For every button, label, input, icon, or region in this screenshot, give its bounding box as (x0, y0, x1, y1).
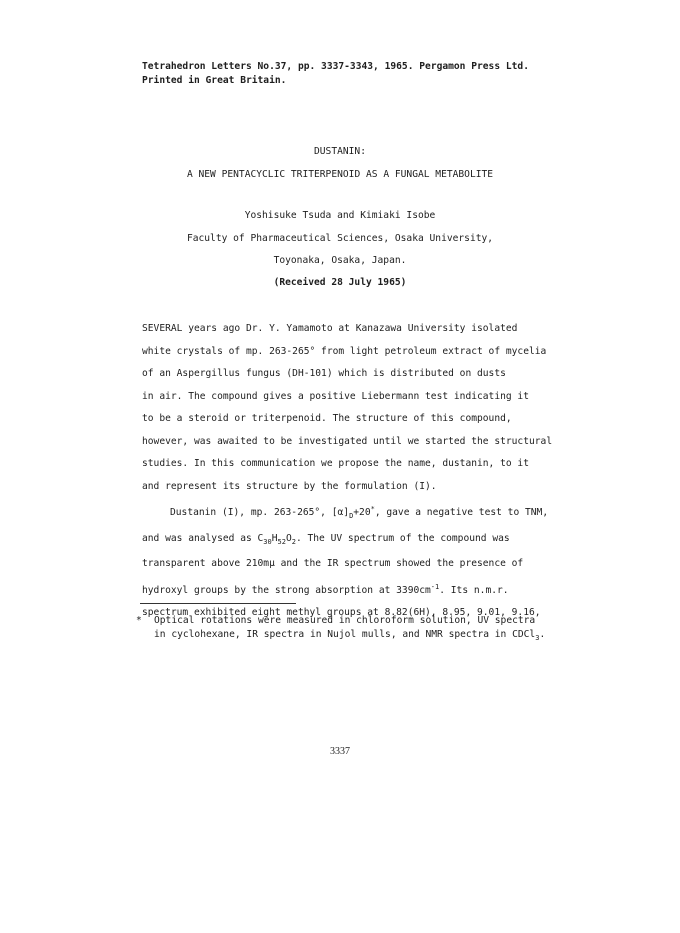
body-line: SEVERAL years ago Dr. Y. Yamamoto at Kanazawa University isolated (142, 323, 518, 334)
page-number: 3337 (330, 746, 350, 757)
footnote-line-2 (136, 628, 566, 645)
text-fragment: and was analysed as C (142, 532, 264, 544)
footnote-marker: * (370, 505, 375, 513)
body-line: of an Aspergillus fungus (DH-101) which is distributed on dusts (142, 368, 506, 379)
paper-subtitle: A NEW PENTACYCLIC TRITERPENOID AS A FUNGAL METABOLITE (186, 169, 494, 180)
subscript: 52 (277, 537, 286, 546)
authors: Yoshisuke Tsuda and Kimiaki Isobe (244, 210, 436, 221)
body-line: in air. The compound gives a positive Liebermann test indicating it (142, 390, 529, 402)
journal-header (142, 60, 529, 88)
text-fragment: . The UV spectrum of the compound was (295, 532, 510, 544)
subscript: D (349, 512, 354, 521)
text-fragment: +20 (353, 507, 371, 519)
subscript: 30 (263, 537, 272, 546)
received-date: (Received 28 July 1965) (273, 277, 407, 288)
body-line (142, 498, 562, 528)
footnote (136, 614, 566, 645)
subscript: 2 (291, 537, 296, 546)
superscript: -1 (430, 582, 440, 591)
text-fragment: hydroxyl groups by the strong absorption at 3390cm (142, 584, 431, 596)
affiliation: Faculty of Pharmaceutical Sciences, Osaka University, (186, 233, 494, 244)
body-line: to be a steroid or triterpenoid. The structure of this compound, (142, 413, 512, 424)
footnote-divider (140, 603, 296, 604)
subscript: 3 (535, 633, 540, 642)
body-line: transparent above 210mμ and the IR spectrum showed the presence of (142, 558, 524, 569)
text-fragment: . (539, 628, 546, 640)
text-fragment: in cyclohexane, IR spectra in Nujol mulls, and NMR spectra in CDCl (154, 628, 536, 640)
body-text (142, 318, 562, 625)
text-fragment: H (271, 532, 278, 544)
body-line (142, 528, 562, 553)
body-line (142, 576, 562, 603)
body-line: and represent its structure by the formulation (I). (142, 480, 437, 492)
header-line-2: Printed in Great Britain. (142, 75, 287, 86)
paper-title: DUSTANIN: (314, 146, 366, 157)
affiliation-city: Toyonaka, Osaka, Japan. (273, 255, 407, 266)
text-fragment: Dustanin (I), mp. 263-265°, [α] (170, 507, 350, 519)
text-fragment: , gave a negative test to TNM, (374, 507, 549, 519)
footnote-line-1: Optical rotations were measured in chloroform solution, UV spectra (154, 615, 536, 626)
header-line-1: Tetrahedron Letters No.37, pp. 3337-3343, 1965. Pergamon Press Ltd. (142, 61, 529, 72)
text-fragment: O (285, 532, 292, 544)
text-fragment: . Its n.m.r. (439, 584, 509, 596)
body-line: however, was awaited to be investigated until we started the structural (142, 435, 553, 447)
body-line: spectrum exhibited eight methyl groups at 8.82(6H), 8.95, 9.01, 9.16, (142, 607, 541, 619)
footnote-mark: * (136, 615, 142, 626)
body-line: white crystals of mp. 263-265° from light petroleum extract of mycelia (142, 345, 547, 357)
body-line: studies. In this communication we propose the name, dustanin, to it (142, 458, 529, 469)
